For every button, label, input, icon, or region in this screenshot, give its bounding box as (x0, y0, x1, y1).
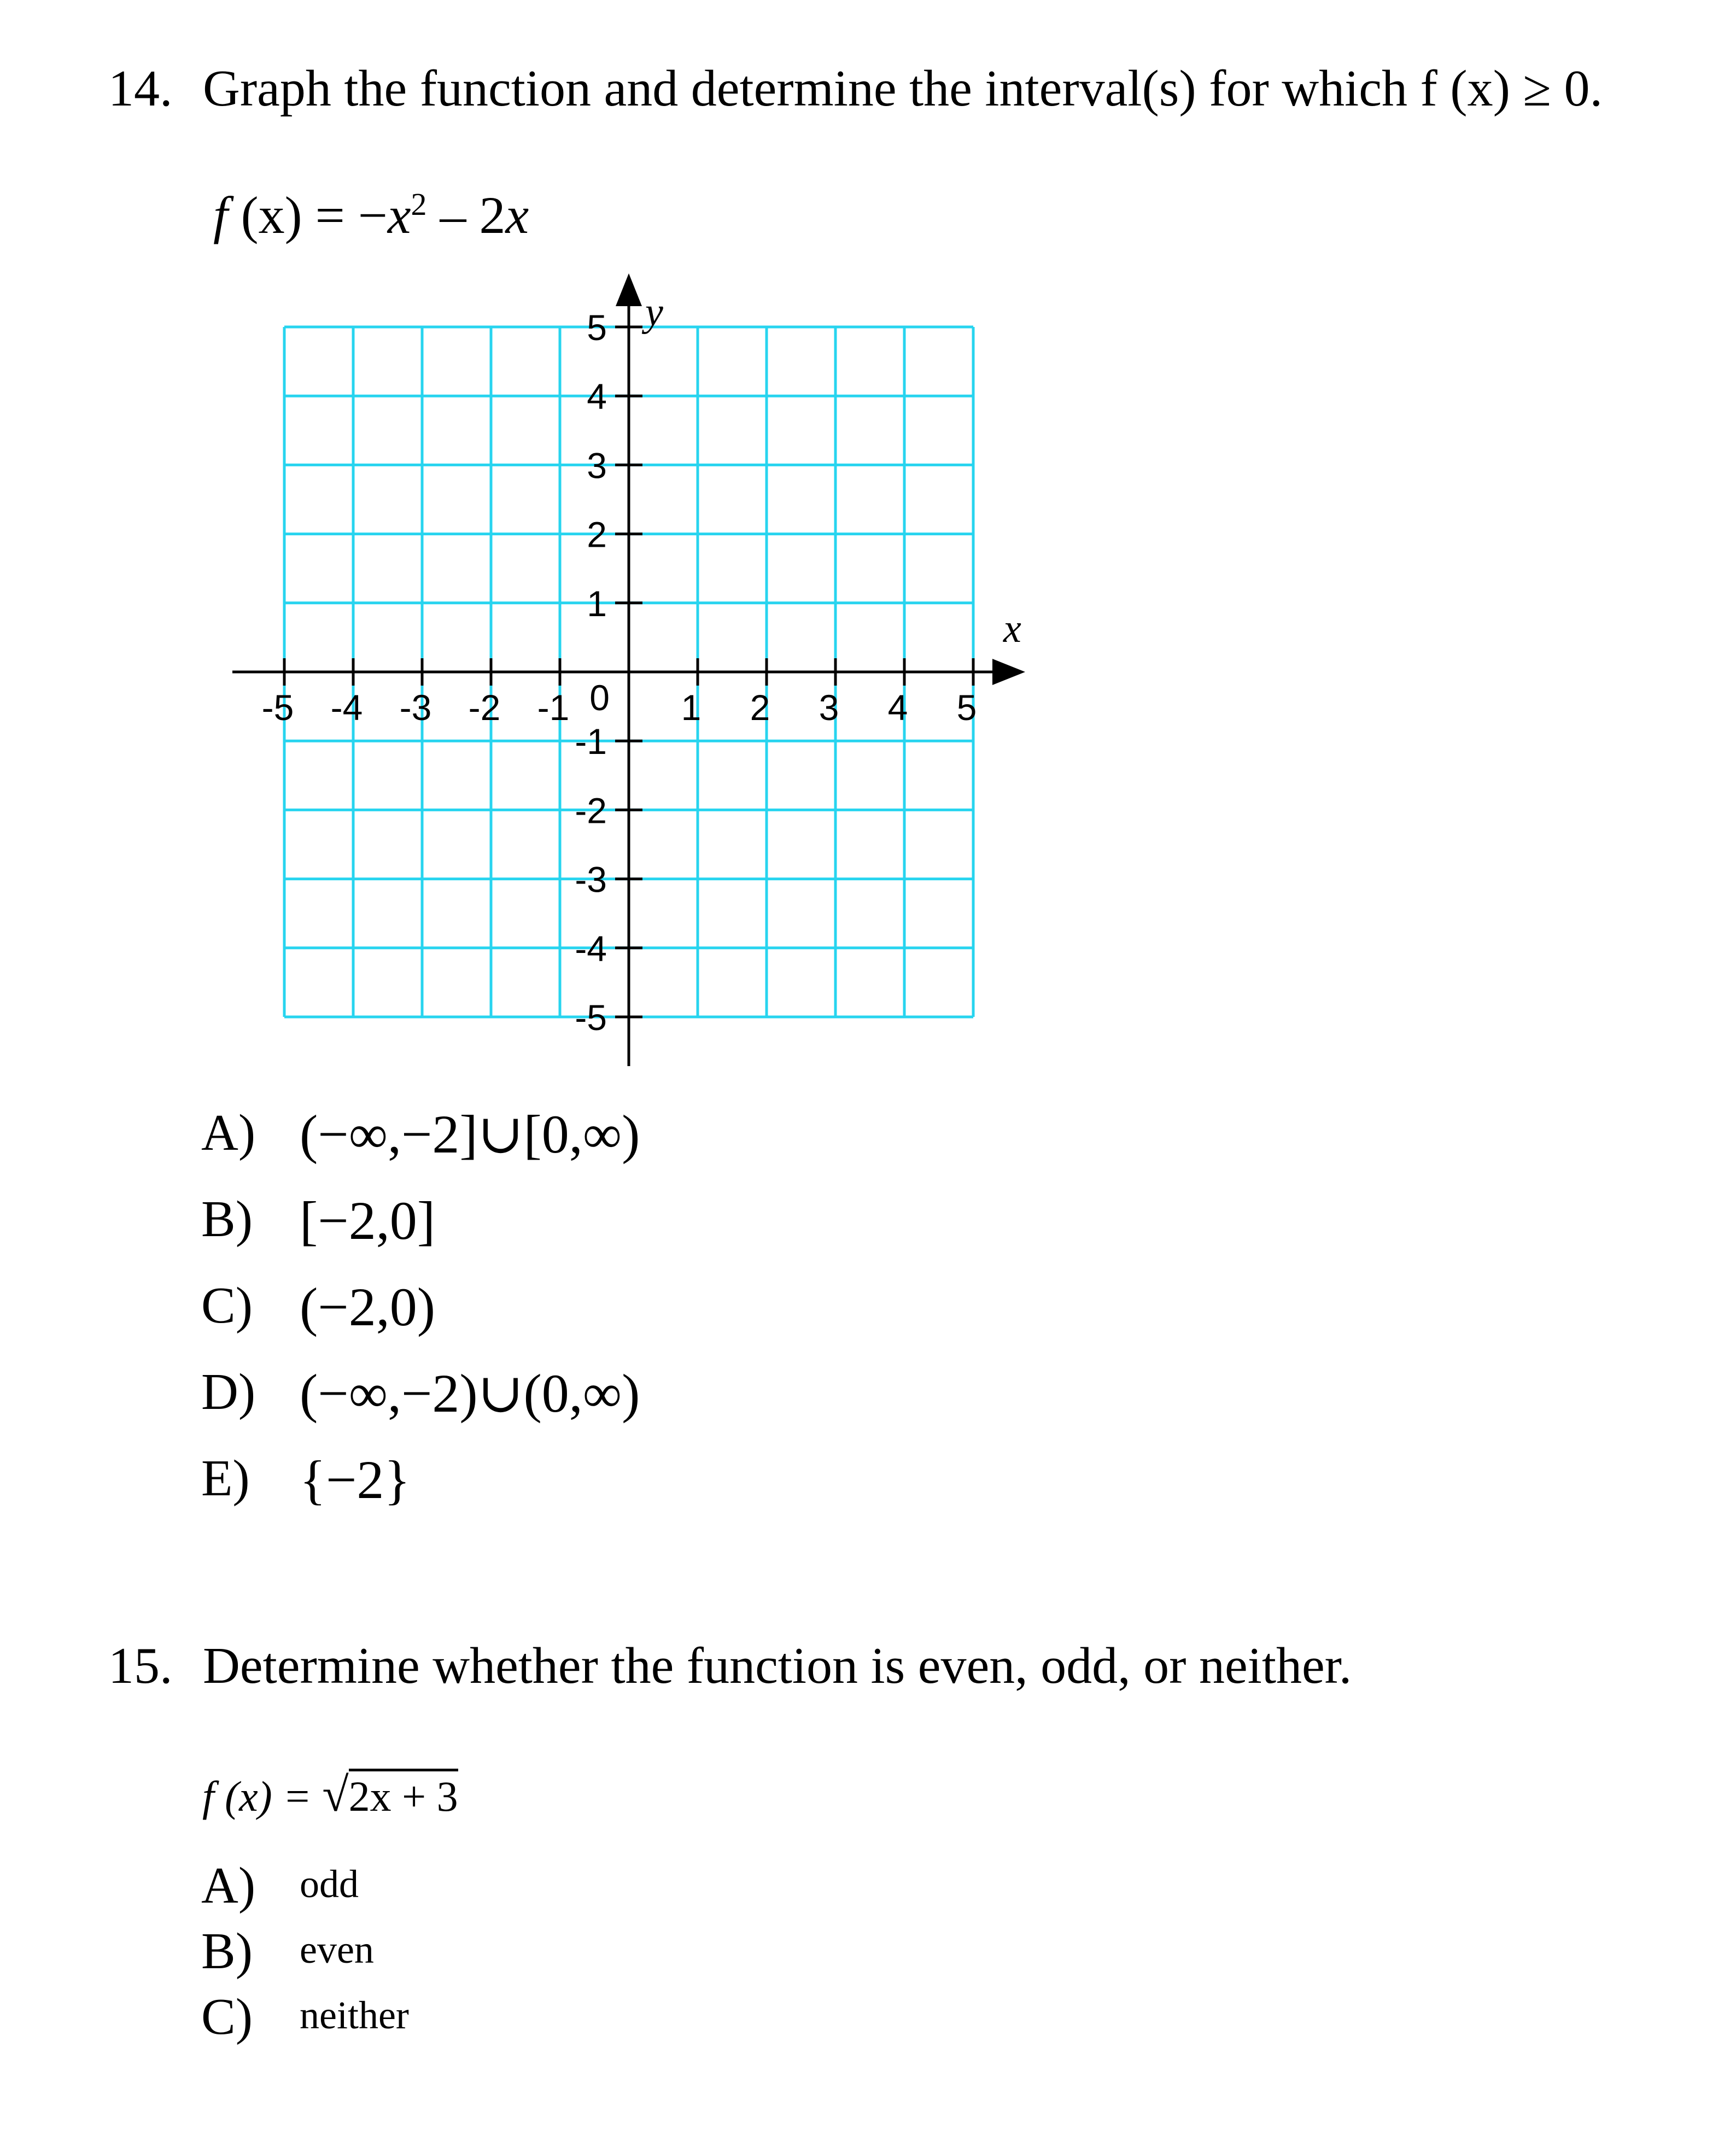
x-tick-label: -2 (468, 687, 501, 728)
choice-letter: C) (201, 1277, 253, 1334)
y-tick-label: -5 (575, 997, 607, 1038)
q15-choice-a[interactable] (201, 1856, 967, 1922)
tick-labels (262, 290, 1021, 1038)
x-tick-label: -5 (261, 687, 294, 728)
choice-text: neither (300, 1993, 409, 2037)
choice-letter: D) (201, 1364, 256, 1420)
question-14-function: f $(x) = -x^2 - 2x$ (213, 186, 529, 244)
choice-letter: B) (201, 1191, 253, 1248)
x-tick-label: 4 (887, 687, 908, 728)
y-tick-label: 2 (587, 514, 607, 555)
y-tick-label: -2 (575, 790, 607, 831)
q14-choice-e[interactable] (201, 1449, 967, 1518)
choice-letter: E) (201, 1450, 250, 1507)
y-axis-arrow (616, 273, 642, 306)
choice-text: (−∞,−2)∪(0,∞) (300, 1363, 640, 1424)
choice-text: even (300, 1928, 374, 1971)
y-tick-label: -4 (575, 928, 607, 969)
choice-text: (−2,0) (300, 1277, 435, 1337)
q15-choice-c[interactable] (201, 1987, 967, 2053)
question-15-header (108, 1637, 1694, 1695)
x-tick-label: 2 (750, 687, 770, 728)
choice-letter: A) (201, 1104, 256, 1161)
choice-text: [−2,0] (300, 1190, 435, 1251)
q14-choice-b[interactable] (201, 1190, 967, 1259)
x-tick-label: -4 (330, 687, 363, 728)
choice-letter: B) (201, 1923, 253, 1980)
q14-choice-a[interactable] (201, 1104, 967, 1173)
question-14-number: 14. (108, 60, 173, 117)
question-15-function: f (x) = √2x + 3 (202, 1769, 458, 1822)
q14-choice-d[interactable] (201, 1363, 967, 1432)
question-14-prompt: Graph the function and determine the interval(s) for which f (x) ≥ 0. (203, 60, 1603, 117)
x-tick-label: 3 (819, 687, 839, 728)
question-15-prompt: Determine whether the function is even, odd, or neither. (203, 1637, 1352, 1694)
q15-choice-b[interactable] (201, 1922, 967, 1987)
x-axis-label: x (1003, 606, 1021, 651)
x-axis-arrow (992, 659, 1025, 685)
y-tick-label: 3 (587, 445, 607, 486)
x-tick-label: -1 (537, 687, 570, 728)
question-15-number: 15. (108, 1637, 173, 1694)
y-tick-label: 4 (587, 376, 607, 417)
q14-choice-c[interactable] (201, 1277, 967, 1345)
choice-letter: A) (201, 1857, 256, 1914)
origin-label: 0 (589, 677, 610, 718)
choice-text: {−2} (300, 1449, 411, 1510)
x-tick-label: 5 (956, 687, 977, 728)
choice-text: odd (300, 1862, 359, 1906)
y-tick-label: -1 (575, 721, 607, 762)
choice-letter: C) (201, 1988, 253, 2045)
y-tick-label: 1 (587, 583, 607, 624)
sqrt-sign: √ (322, 1769, 349, 1822)
x-tick-label: -3 (399, 687, 432, 728)
y-tick-label: 5 (587, 307, 607, 348)
x-tick-label: 1 (681, 687, 702, 728)
choice-text: (−∞,−2]∪[0,∞) (300, 1104, 640, 1165)
y-tick-label: -3 (575, 859, 607, 900)
y-axis-label: y (645, 290, 663, 335)
